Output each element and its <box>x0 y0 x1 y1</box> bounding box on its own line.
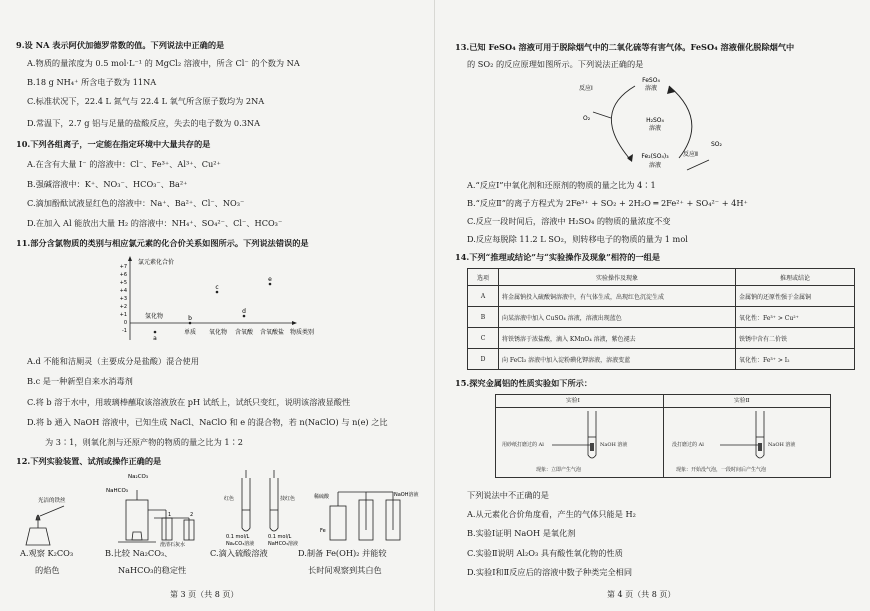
q15-option-a: A.从元素化合价角度看，产生的气体只能是 H₂ <box>467 509 636 519</box>
xcat: 含氧酸盐 <box>259 329 285 336</box>
exp2-al-label: 没打磨过的 Al <box>672 442 704 448</box>
q15-stem: 15.探究金属铝的性质实验如下所示： <box>455 378 593 388</box>
page-footer: 第 4 页（共 8 页） <box>607 590 676 599</box>
q13-option-a: A.“反应Ⅰ”中氧化剂和还原剂的物质的量之比为 4∶1 <box>467 180 656 190</box>
row-operation: 向 FeCl₃ 溶液中加入淀粉碘化钾溶液，溶液变蓝 <box>499 349 736 370</box>
ytick: -1 <box>122 328 127 334</box>
q9-stem: 9.设 NA 表示阿伏加德罗常数的值。下列说法中正确的是 <box>16 40 225 50</box>
label-sol1b: Na₂CO₃溶液 <box>226 541 255 547</box>
cycle-r1: 反应Ⅰ <box>579 85 593 92</box>
point-label: d <box>242 308 246 315</box>
apparatus-b <box>118 490 194 542</box>
table-header-row <box>468 269 855 286</box>
point-e <box>269 283 272 286</box>
cycle-mid-2: 溶液 <box>648 125 662 132</box>
ytick: +6 <box>119 272 127 278</box>
point-label: a <box>153 335 157 342</box>
label-sol2: 0.1 mol/L <box>268 534 292 540</box>
exp2-naoh-label: NaOH 溶液 <box>768 442 796 448</box>
label-naoh: NaOH溶液 <box>394 492 419 498</box>
q13-stem: 13.已知 FeSO₄ 溶液可用于脱除烟气中的二氧化硫等有害气体。FeSO₄ 溶液催化脱除烟气中 <box>455 42 795 52</box>
q10-stem: 10.下列各组离子，一定能在指定环境中大量共存的是 <box>16 139 211 149</box>
q15-experiment-box <box>495 394 831 478</box>
q12-caption-d: D.制备 Fe(OH)₂ 并能较 <box>298 548 387 558</box>
exp2-title: 实验Ⅱ <box>734 398 750 404</box>
exp1-al-label: 用砂纸打磨过的 Al <box>502 442 544 448</box>
cycle-top: FeSO₄ <box>642 77 660 84</box>
point-c <box>216 291 219 294</box>
xcat: 物质类别 <box>289 329 315 336</box>
xcat: 氢化物 <box>144 313 164 320</box>
exp1-title: 实验Ⅰ <box>566 398 580 404</box>
q11-option-b: B.c 是一种新型自来水消毒剂 <box>27 376 133 386</box>
label-wire: 光洁的铁丝 <box>38 498 66 504</box>
cycle-r2: 反应Ⅱ <box>683 151 698 158</box>
q11-stem: 11.部分含氯物质的类别与相应氯元素的化合价关系如图所示。下列说法错误的是 <box>16 238 309 248</box>
apparatus-d <box>330 492 400 540</box>
label-tube-2: 2 <box>190 512 194 518</box>
col-option: 选项 <box>468 269 499 286</box>
q9-option-a: A.物质的量浓度为 0.5 mol·L⁻¹ 的 MgCl₂ 溶液中，所含 Cl⁻ 的个数为 NA <box>27 58 300 68</box>
exp2-observation: 现象：开始没气泡，一段时间后产生气泡 <box>676 467 767 473</box>
q14-stem: 14.下列“推理或结论”与“实验操作及现象”相符的一组是 <box>455 252 661 262</box>
q11-option-d-cont: 为 3∶1，则氧化剂与还原产物的物质的量之比为 1∶2 <box>45 437 243 447</box>
table-row <box>468 328 855 349</box>
q11-option-a: A.d 不能和洁厕灵（主要成分是盐酸）混合使用 <box>27 356 199 366</box>
ytick: +4 <box>119 288 127 294</box>
label-sol2b: NaHCO₃溶液 <box>268 541 298 547</box>
table-row <box>468 307 855 328</box>
q10-option-a: A.在含有大量 I⁻ 的溶液中：Cl⁻、Fe³⁺、Al³⁺、Cu²⁺ <box>27 159 221 169</box>
exp1-observation: 现象：立即产生气泡 <box>536 467 582 473</box>
label-other-red: 技红色 <box>280 496 296 502</box>
xcat: 含氧酸 <box>234 329 254 336</box>
cycle-bottom: Fe₂(SO₄)₃ <box>641 153 669 160</box>
row-option: D <box>468 349 499 370</box>
row-option: C <box>468 328 499 349</box>
q10-option-c: C.滴加酚酞试液显红色的溶液中：Na⁺、Ba²⁺、Cl⁻、NO₃⁻ <box>27 198 245 208</box>
row-option: A <box>468 286 499 307</box>
q15-option-d: D.实验Ⅰ和Ⅱ反应后的溶液中数子种类完全相同 <box>467 567 633 577</box>
q12-apparatus <box>14 470 430 550</box>
label-na2co3: Na₂CO₃ <box>128 474 149 480</box>
chlorine-valence-chart <box>110 254 320 352</box>
ytick: +5 <box>119 280 127 286</box>
q13-option-c: C.反应一段时间后，溶液中 H₂SO₄ 的物质的量浓度不变 <box>467 216 671 226</box>
point-label: b <box>188 315 192 322</box>
q10-option-b: B.强碱溶液中：K⁺、NO₃⁻、HCO₃⁻、Ba²⁺ <box>27 179 188 189</box>
q12-caption-b2: NaHCO₃的稳定性 <box>118 565 187 575</box>
ytick: +3 <box>119 296 127 302</box>
q9-option-c: C.标准状况下，22.4 L 氮气与 22.4 L 氧气所含原子数均为 2NA <box>27 96 265 106</box>
q11-option-c: C.将 b 溶于水中，用玻璃棒蘸取该溶液放在 pH 试纸上，试纸只变红，说明该溶液显酸性 <box>27 397 351 407</box>
row-conclusion: 氧化性：Fe³⁺ > Cu²⁺ <box>736 307 855 328</box>
q11-option-d: D.将 b 通入 NaOH 溶液中，已知生成 NaCl、NaClO 和 e 的混合物，若 n(NaClO) 与 n(e) 之比 <box>27 417 388 427</box>
row-conclusion: 氧化性：Fe³⁺ > I₂ <box>736 349 855 370</box>
ytick: +1 <box>119 312 127 318</box>
q14-table <box>467 268 855 370</box>
cycle-mid: H₂SO₄ <box>646 117 664 124</box>
q15-tubes <box>496 407 830 465</box>
xcat: 氧化物 <box>208 329 228 336</box>
apparatus-c <box>242 470 278 531</box>
point-a <box>154 331 157 334</box>
cycle-top-2: 溶液 <box>644 85 658 92</box>
q12-caption-d2: 长时间观察到其白色 <box>308 565 382 575</box>
q13-option-b: B.“反应Ⅱ”的离子方程式为 2Fe³⁺ + SO₂ + 2H₂O ═ 2Fe²⁺ + SO₄²⁻ + 4H⁺ <box>467 198 748 208</box>
q15-question: 下列说法中不正确的是 <box>467 490 549 500</box>
chart-yticks <box>120 264 127 334</box>
q9-option-b: B.18 g NH₄⁺ 所含电子数为 11NA <box>27 77 157 87</box>
label-acid: 稀硫酸 <box>314 494 330 500</box>
cycle-so2: SO₂ <box>711 141 722 148</box>
label-sol1: 0.1 mol/L <box>226 534 250 540</box>
table-row <box>468 286 855 307</box>
cycle-bottom-2: 溶液 <box>648 162 662 169</box>
row-operation: 将金属钠投入硫酸铜溶液中，有气体生成，出现红色沉淀生成 <box>499 286 736 307</box>
page-4 <box>435 0 870 611</box>
row-conclusion: 铁锈中含有二价铁 <box>736 328 855 349</box>
q12-caption-a: A.观察 K₂CO₃ <box>20 548 74 558</box>
row-operation: 将铁锈溶于浓盐酸，滴入 KMnO₄ 溶液，紫色褪去 <box>499 328 736 349</box>
q12-stem: 12.下列实验装置、试剂或操作正确的是 <box>16 456 162 466</box>
q10-option-d: D.在加入 Al 能放出大量 H₂ 的溶液中：NH₄⁺、SO₄²⁻、Cl⁻、HCO₃⁻ <box>27 218 283 228</box>
q13-stem-cont: 的 SO₂ 的反应原理如图所示。下列说法正确的是 <box>467 59 644 69</box>
q13-option-d: D.反应每脱除 11.2 L SO₂，则转移电子的物质的量为 1 mol <box>467 234 688 244</box>
q9-option-d: D.常温下，2.7 g 铝与足量的盐酸反应，失去的电子数为 0.3NA <box>27 118 260 128</box>
cycle-o2: O₂ <box>583 115 591 122</box>
row-option: B <box>468 307 499 328</box>
ytick: 0 <box>123 320 127 326</box>
table-row <box>468 349 855 370</box>
point-b <box>189 322 192 325</box>
q12-caption-c: C.滴入硫酸溶液 <box>210 548 268 558</box>
q15-option-c: C.实验Ⅱ说明 Al₂O₃ 具有酸性氧化物的性质 <box>467 548 623 558</box>
ytick: +7 <box>119 264 127 270</box>
label-limewater: 澄清石灰水 <box>160 542 186 548</box>
col-operation: 实验操作及现象 <box>499 269 736 286</box>
row-operation: 向某溶液中加入 CuSO₄ 溶液，溶液出现蓝色 <box>499 307 736 328</box>
q12-caption-a2: 的焰色 <box>35 565 60 575</box>
exp1-naoh-label: NaOH 溶液 <box>600 442 628 448</box>
label-red: 红色 <box>224 496 235 502</box>
label-nahco3: NaHCO₃ <box>106 488 128 494</box>
chart-ylabel: 氯元素化合价 <box>138 259 175 266</box>
col-conclusion: 推理或结论 <box>736 269 855 286</box>
arrow-head <box>627 154 633 162</box>
point-label: c <box>215 284 219 291</box>
label-fe: Fe <box>320 528 326 534</box>
point-label: e <box>268 276 272 283</box>
label-tube-1: 1 <box>168 512 172 518</box>
point-d <box>243 315 246 318</box>
q12-caption-b: B.比较 Na₂CO₃、 <box>105 548 173 558</box>
q13-cycle-diagram <box>575 72 745 176</box>
q15-option-b: B.实验Ⅰ证明 NaOH 是氧化剂 <box>467 528 576 538</box>
apparatus-a <box>26 506 64 545</box>
ytick: +2 <box>119 304 127 310</box>
chart-xcats <box>145 312 314 336</box>
row-conclusion: 金属钠的还原性强于金属铜 <box>736 286 855 307</box>
page-footer: 第 3 页（共 8 页） <box>170 590 239 599</box>
xcat: 单质 <box>183 329 197 336</box>
